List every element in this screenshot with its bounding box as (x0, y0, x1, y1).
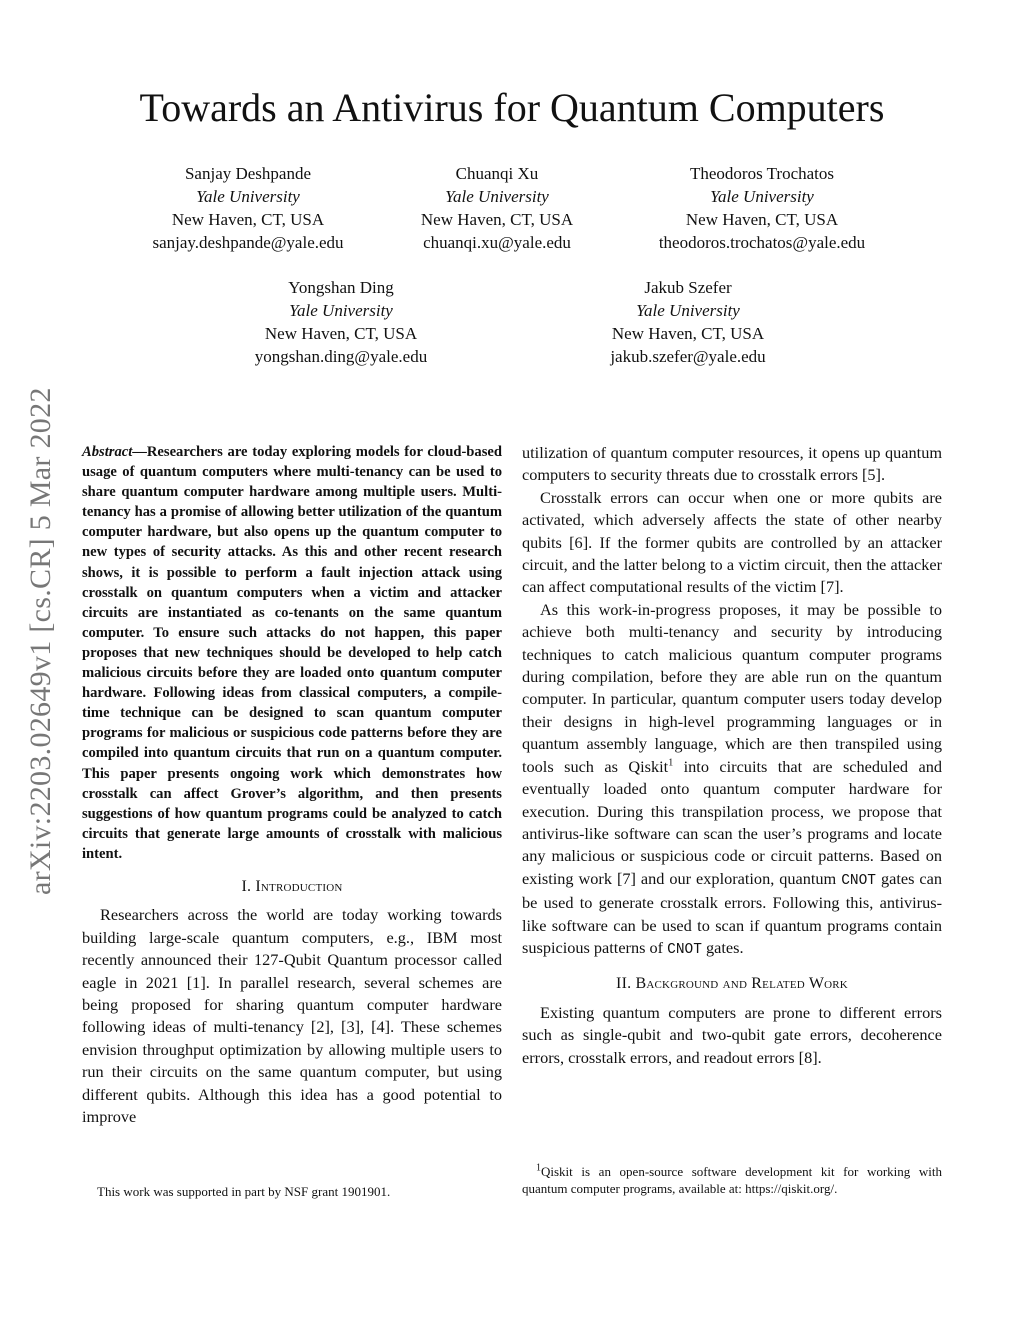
author-location: New Haven, CT, USA (685, 210, 839, 229)
code-cnot: CNOT (667, 941, 702, 958)
section-heading-introduction: I. Introduction (241, 877, 343, 895)
paper-title: Towards an Antivirus for Quantum Computers (139, 85, 885, 130)
author-name: Jakub Szefer (644, 278, 732, 297)
right-column (522, 442, 942, 1069)
author-email: theodoros.trochatos@yale.edu (658, 233, 866, 252)
author-affiliation: Yale University (445, 187, 549, 206)
paragraph (522, 599, 942, 962)
paragraph: Researchers across the world are today working towards building large-scale quantum computers, e.g., IBM most recently announced their 127-Qubit Quantum processor called eagle in 2021 [1]. In parallel research, several schemes are being proposed for sharing quantum computer hardware following ideas of multi-tenancy [2], [3], [4]. These schemes envision throughput optimization by allowing multiple users to run their circuits on the same quantum computer, but using different qubits. Although this idea has a good potential to improve (82, 905, 502, 1127)
funding-footnote: This work was supported in part by NSF grant 1901901. (97, 1184, 391, 1199)
left-column (82, 442, 502, 1128)
author-block (558, 276, 818, 368)
author-email: yongshan.ding@yale.edu (254, 347, 428, 366)
code-cnot: CNOT (841, 872, 877, 889)
footnote-mark: 1 (536, 1162, 541, 1174)
author-email: jakub.szefer@yale.edu (610, 347, 766, 366)
author-block (118, 162, 378, 254)
author-affiliation: Yale University (636, 301, 740, 320)
author-location: New Haven, CT, USA (264, 324, 418, 343)
author-name: Sanjay Deshpande (184, 164, 312, 183)
author-block (367, 162, 627, 254)
paragraph-text: gates can be used to generate crosstalk errors. Following this, antivirus-like software can be used to scan if quantum programs contain suspicious patterns of (522, 868, 943, 957)
author-affiliation: Yale University (710, 187, 814, 206)
author-location: New Haven, CT, USA (171, 210, 325, 229)
author-affiliation: Yale University (289, 301, 393, 320)
author-email: sanjay.deshpande@yale.edu (152, 233, 344, 252)
abstract (82, 442, 502, 864)
footnote-text: Qiskit is an open-source software development kit for working with quantum computer programs, available at: https://qiskit.org/. (522, 1164, 942, 1196)
author-block (632, 162, 892, 254)
author-block (211, 276, 471, 368)
footnote-mark: 1 (668, 757, 674, 769)
author-name: Chuanqi Xu (455, 164, 539, 183)
author-email: chuanqi.xu@yale.edu (423, 233, 571, 252)
abstract-label: Abstract (82, 444, 133, 460)
arxiv-identifier: arXiv:2203.02649v1 [cs.CR] 5 Mar 2022 (24, 387, 57, 895)
author-location: New Haven, CT, USA (420, 210, 574, 229)
paragraph-text: gates. (701, 937, 744, 957)
author-location: New Haven, CT, USA (611, 324, 765, 343)
section-heading-background: II. Background and Related Work (616, 975, 848, 993)
abstract-dash: — (132, 444, 147, 460)
author-affiliation: Yale University (196, 187, 300, 206)
paragraph: Existing quantum computers are prone to different errors such as single-qubit and two-qubit gate errors, decoherence errors, crosstalk errors, and readout errors [8]. (522, 1002, 942, 1067)
abstract-text: Researchers are today exploring models for cloud-based usage of quantum computers where multi-tenancy can be used to share quantum computer hardware among multiple users. Multi-tenancy has a promise of allowing better utilization of the quantum computer hardware, but also opens up the quantum computer to new types of security attacks. As this and other recent research shows, it is possible to perform a fault injection attack using crosstalk on quantum computers when a victim and attacker circuits are instantiated as co-tenants on the same quantum computer. To ensure such attacks do not happen, this paper proposes that new techniques should be developed to help catch malicious circuits before they are loaded onto quantum computer hardware. Following ideas from classical computers, a compile-time technique can be designed to scan quantum computer programs for malicious or suspicious code patterns before they are compiled into quantum circuits that run on a quantum computer. This paper presents ongoing work which demonstrates how crosstalk can affect Grover’s algorithm, and then presents suggestions of how quantum programs could be analyzed to catch circuits that generate large amounts of crosstalk with malicious intent. (82, 444, 502, 862)
paragraph-text: As this work-in-progress proposes, it may be possible to achieve both multi-tenancy and security by introducing techniques to catch malicious quantum computer programs during compilation, before they are able run on the quantum computer. In particular, quantum computer users today develop their designs in high-level programming languages or in quantum assembly language, which are then transpiled using tools such as Qiskit (522, 599, 942, 776)
paragraph-text: into circuits that are scheduled and eventually loaded onto quantum computer hardware for execution. During this transpilation process, we propose that antivirus-like software can scan the user’s programs and locate any malicious or suspicious code or circuit patterns. Based on existing work [7] and our exploration, quantum (522, 756, 942, 888)
author-name: Yongshan Ding (288, 278, 394, 297)
paragraph: utilization of quantum computer resources, it opens up quantum computers to security threats due to crosstalk errors [5]. (522, 443, 942, 485)
qiskit-footnote (522, 1163, 942, 1197)
author-name: Theodoros Trochatos (689, 164, 835, 183)
paragraph: Crosstalk errors can occur when one or more qubits are activated, which adversely affects the state of other nearby qubits [6]. If the former qubits are controlled by an attacker circuit, and the latter belong to a victim circuit, then the attacker can affect computational results of the victim [7]. (522, 487, 942, 597)
